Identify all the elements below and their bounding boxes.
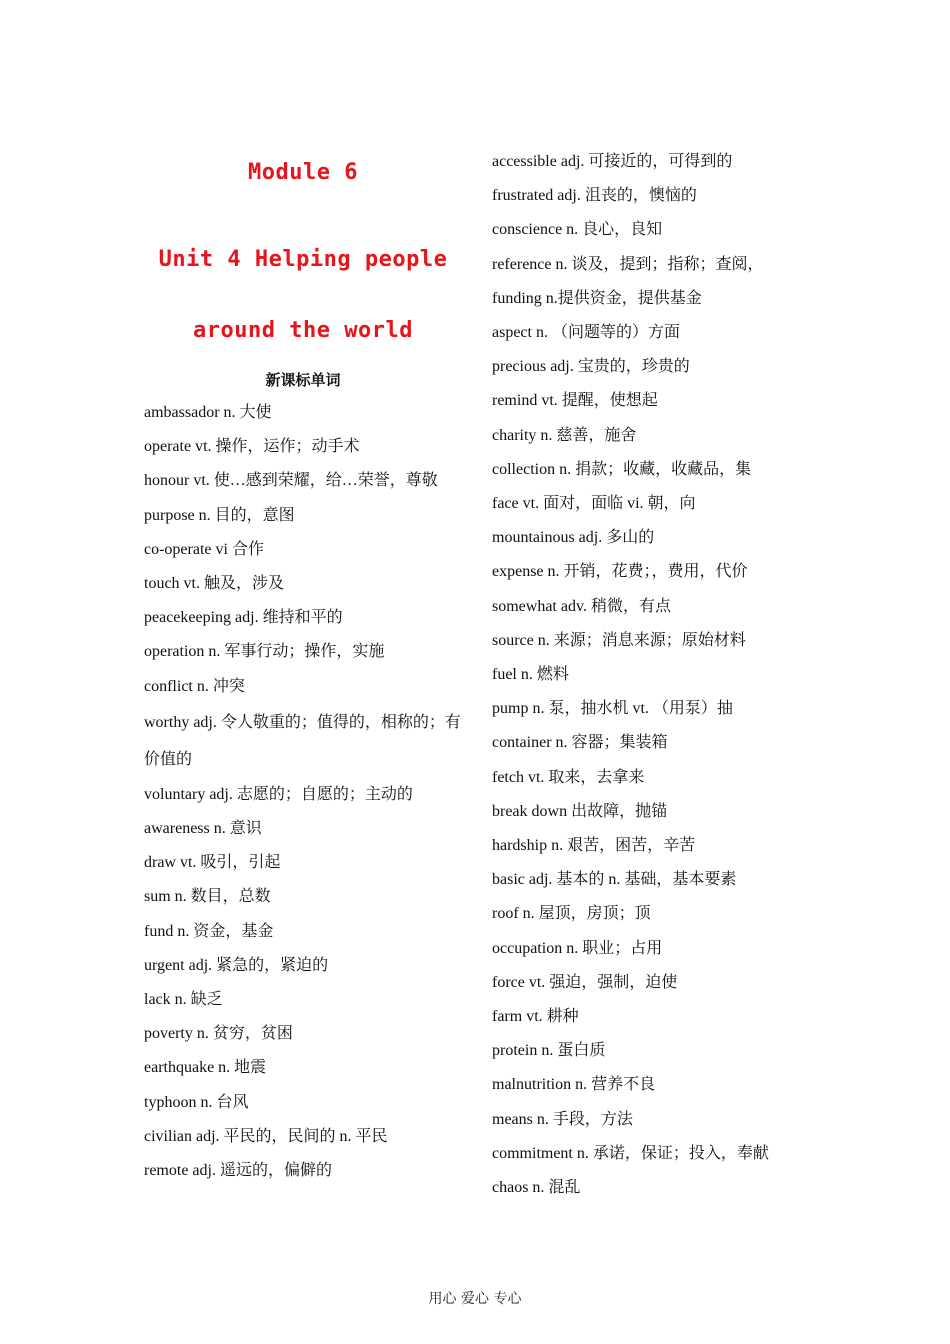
vocab-entry: purpose n. 目的，意图 [144,506,295,524]
vocab-entry: ambassador n. 大使 [144,404,272,421]
vocab-entry: face vt. 面对，面临 vi. 朝，向 [492,495,696,513]
vocab-entry: farm vt. 耕种 [492,1008,579,1026]
vocab-entry: reference n. 谈及，提到；指称；查阅， [492,255,764,273]
vocab-entry: voluntary adj. 志愿的；自愿的；主动的 [144,785,413,803]
vocab-entry: chaos n. 混乱 [492,1179,581,1197]
vocab-entry: remote adj. 遥远的，偏僻的 [144,1162,332,1180]
vocab-entry: collection n. 捐款；收藏，收藏品，集 [492,460,752,478]
vocab-entry: awareness n. 意识 [144,820,262,838]
vocab-entry: touch vt. 触及，涉及 [144,575,284,593]
module-title: Module 6 [248,160,358,185]
vocabulary-heading: 新课标单词 [265,371,341,389]
vocab-entry: typhoon n. 台风 [144,1093,249,1111]
page-footer: 用心 爱心 专心 [428,1291,522,1307]
vocab-entry: accessible adj. 可接近的，可得到的 [492,153,733,170]
vocab-entry: fetch vt. 取来，去拿来 [492,768,645,786]
vocab-entry: draw vt. 吸引，引起 [144,854,281,872]
vocab-entry: conscience n. 良心，良知 [492,221,663,239]
vocab-entry: means n. 手段，方法 [492,1110,633,1128]
vocab-entry: funding n.提供资金，提供基金 [492,289,702,307]
vocab-entry: lack n. 缺乏 [144,991,223,1009]
vocab-entry: urgent adj. 紧急的，紧迫的 [144,956,329,974]
vocab-entry: aspect n. （问题等的）方面 [492,324,680,342]
vocab-entry: remind vt. 提醒，使想起 [492,392,658,410]
vocab-entry: occupation n. 职业；占用 [492,939,663,957]
vocab-entry: basic adj. 基本的 n. 基础，基本要素 [492,871,737,889]
vocab-entry: hardship n. 艰苦，困苦，辛苦 [492,837,696,855]
vocab-entry: civilian adj. 平民的，民间的 n. 平民 [144,1127,388,1145]
vocab-entry: charity n. 慈善，施舍 [492,426,637,444]
vocab-entry: peacekeeping adj. 维持和平的 [144,609,343,627]
vocab-entry: fund n. 资金，基金 [144,922,274,940]
vocab-entry: commitment n. 承诺，保证；投入，奉献 [492,1144,769,1162]
vocab-entry: poverty n. 贫穷，贫困 [144,1025,293,1043]
vocab-entry: operation n. 军事行动；操作，实施 [144,643,385,661]
vocab-entry: precious adj. 宝贵的，珍贵的 [492,358,690,376]
vocab-entry: conflict n. 冲突 [144,677,245,695]
vocab-entry: honour vt. 使…感到荣耀，给…荣誉，尊敬 [144,472,438,490]
unit-title-continued: around the world [193,318,413,343]
vocab-entry: protein n. 蛋白质 [492,1042,606,1060]
left-column [144,150,462,1188]
vocab-entry: somewhat adv. 稍微，有点 [492,597,671,615]
vocab-entry: co-operate vi 合作 [144,540,264,558]
vocab-entry: force vt. 强迫，强制，迫使 [492,973,678,991]
vocab-entry: malnutrition n. 营养不良 [492,1076,656,1094]
vocab-entry: fuel n. 燃料 [492,666,569,684]
vocab-entry: mountainous adj. 多山的 [492,529,655,547]
vocab-entry: operate vt. 操作，运作；动手术 [144,438,360,456]
vocab-entry: break down 出故障，抛锚 [492,802,668,820]
vocab-entry: sum n. 数目，总数 [144,888,271,906]
vocab-entry: container n. 容器；集装箱 [492,734,668,752]
vocab-entry: earthquake n. 地震 [144,1059,267,1077]
vocab-entry: source n. 来源；消息来源；原始材料 [492,631,746,649]
vocab-entry: expense n. 开销，花费；，费用，代价 [492,563,748,581]
unit-title: Unit 4 Helping people [158,247,448,272]
vocab-entry: worthy adj. 令人敬重的；值得的，相称的；有价值的 [144,713,461,768]
vocab-entry: roof n. 屋顶，房顶；顶 [492,905,651,923]
right-column [492,145,812,1205]
vocab-entry: pump n. 泵，抽水机 vt. （用泵）抽 [492,700,733,718]
vocab-entry: frustrated adj. 沮丧的，懊恼的 [492,187,697,205]
